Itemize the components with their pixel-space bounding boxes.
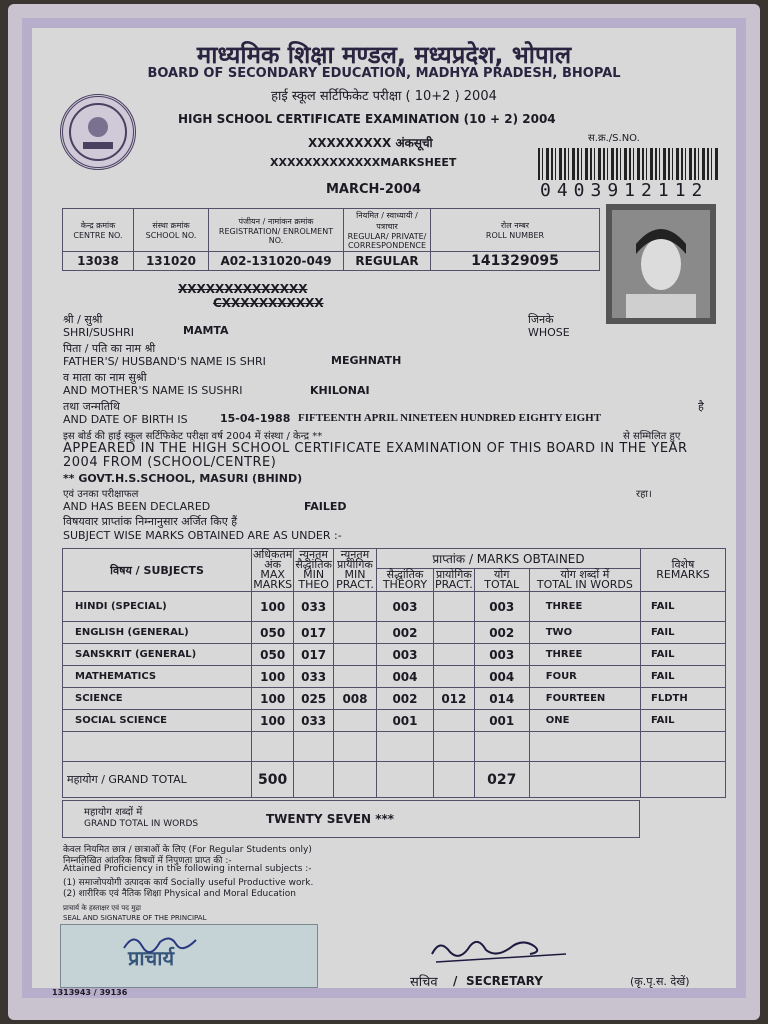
principal-stamp-text: प्राचार्य	[128, 946, 175, 970]
header-en: REGISTRATION/ ENROLMENT NO.	[218, 226, 334, 245]
marks-spacer-cell	[474, 732, 529, 762]
min-theo-header	[294, 549, 334, 592]
marks-row	[63, 688, 726, 710]
min-pract-header-en: MIN PRACT.	[336, 568, 374, 591]
marks-cell-subject: SOCIAL SCIENCE	[63, 710, 252, 732]
dob-hindi-suffix: है	[698, 400, 704, 413]
shri-hindi: श्री / सुश्री	[63, 313, 103, 326]
marks-cell-words: THREE	[529, 644, 640, 666]
marks-cell-words: THREE	[529, 592, 640, 622]
subjects-header: विषय / SUBJECTS	[63, 549, 252, 592]
theory-header-hi: सैद्धांतिक	[386, 568, 424, 581]
note-2: निम्नलिखित आंतरिक विषयों में निपुणता प्राप्त की :-	[63, 856, 232, 866]
marks-spacer-cell	[641, 732, 726, 762]
barcode-icon	[538, 148, 718, 180]
father-name: MEGHNATH	[331, 354, 402, 367]
theory-header-en: THEORY	[382, 578, 428, 591]
subjectwise-english: SUBJECT WISE MARKS OBTAINED ARE AS UNDER :-	[63, 529, 342, 542]
marks-cell-min-theo: 017	[294, 644, 334, 666]
marks-cell-total: 002	[474, 622, 529, 644]
grand-total-label-en: GRAND TOTAL	[108, 773, 187, 786]
marks-row	[63, 622, 726, 644]
min-pract-header-hi: न्यूनतम प्रायोगिक	[337, 548, 373, 571]
marks-cell-subject: SCIENCE	[63, 688, 252, 710]
school-no: 131020	[134, 252, 209, 271]
registration-no: A02-131020-049	[209, 252, 344, 271]
remarks-header	[641, 549, 726, 592]
marks-spacer-cell	[252, 732, 294, 762]
words-header	[529, 569, 640, 592]
print-code: 1313943 / 39136	[52, 988, 128, 997]
mother-english: AND MOTHER'S NAME IS SUSHRI	[63, 384, 243, 397]
min-theo-header-en: MIN THEO	[298, 568, 329, 591]
marks-table	[62, 548, 726, 798]
registration-info-table	[62, 208, 600, 271]
marks-cell-max: 100	[252, 710, 294, 732]
grand-empty-6	[641, 762, 726, 798]
grand-empty-5	[529, 762, 640, 798]
marks-cell-max: 100	[252, 592, 294, 622]
header-registration-no	[209, 209, 344, 252]
secretary-separator: /	[453, 974, 458, 988]
secretary-hindi: सचिव	[410, 975, 438, 990]
max-header-en: MAX MARKS	[253, 568, 293, 591]
header-en: ROLL NUMBER	[485, 231, 545, 240]
grand-total-label: महायोग / GRAND TOTAL	[63, 762, 252, 798]
appeared-hindi-suffix: से सम्मिलित हुए	[623, 431, 681, 442]
marks-cell-min-pract	[333, 644, 376, 666]
grand-words-label-en: GRAND TOTAL IN WORDS	[84, 819, 199, 829]
marks-cell-remark: FAIL	[641, 644, 726, 666]
grand-total-row	[63, 762, 726, 798]
subjects-header-hi: विषय	[110, 563, 132, 577]
english-board-title: BOARD OF SECONDARY EDUCATION, MADHYA PRADESH, BHOPAL	[147, 66, 621, 81]
grand-total-label-hi: महायोग	[67, 773, 98, 786]
marks-spacer-cell	[333, 732, 376, 762]
marks-cell-min-pract	[333, 666, 376, 688]
marks-cell-remark: FLDTH	[641, 688, 726, 710]
marks-cell-max: 100	[252, 666, 294, 688]
marks-cell-remark: FAIL	[641, 710, 726, 732]
hindi-board-title: माध्यमिक शिक्षा मण्डल, मध्यप्रदेश, भोपाल	[196, 41, 572, 69]
marks-cell-max: 100	[252, 688, 294, 710]
marks-cell-words: ONE	[529, 710, 640, 732]
max-header	[252, 549, 294, 592]
marks-obtained-header: प्राप्तांक / MARKS OBTAINED	[376, 549, 640, 569]
marks-obtained-en: MARKS OBTAINED	[476, 552, 585, 566]
marks-cell-subject: SANSKRIT (GENERAL)	[63, 644, 252, 666]
principal-signature-icon	[120, 930, 200, 960]
marks-cell-theory: 002	[376, 688, 433, 710]
note-1: केवल नियमित छात्र / छात्राओं के लिए (For Regular Students only)	[63, 845, 312, 855]
whose-english: WHOSE	[528, 326, 570, 339]
marks-cell-min-pract: 008	[333, 688, 376, 710]
total-header	[474, 569, 529, 592]
grand-words: TWENTY SEVEN ***	[266, 812, 395, 826]
words-header-en: TOTAL IN WORDS	[536, 578, 633, 591]
grand-empty-4	[433, 762, 474, 798]
hindi-exam-title: हाई स्कूल सर्टिफिकेट परीक्षा ( 10+2 ) 2004	[271, 89, 497, 104]
declared-english: AND HAS BEEN DECLARED	[63, 500, 211, 513]
student-photo	[606, 204, 716, 324]
mother-name: KHILONAI	[310, 384, 370, 397]
declared-hindi-suffix: रहा।	[636, 489, 652, 500]
marks-cell-remark: FAIL	[641, 592, 726, 622]
hindi-marksheet-label: XXXXXXXXX अंकसूची	[308, 136, 433, 150]
header-hi: रोल नम्बर	[500, 221, 530, 230]
info-header-row	[63, 209, 600, 252]
declared-hindi: एवं उनका परीक्षाफल	[63, 489, 139, 500]
header-hi: नियमित / स्वाध्यायी / पत्राचार	[356, 211, 418, 231]
marks-spacer-cell	[294, 732, 334, 762]
min-pract-header	[333, 549, 376, 592]
pract-header-en: PRACT.	[434, 578, 473, 591]
grand-empty-1	[294, 762, 334, 798]
marks-cell-min-pract	[333, 710, 376, 732]
date-of-birth: 15-04-1988	[220, 412, 291, 425]
subjectwise-hindi: विषयवार प्राप्तांक निम्नानुसार अर्जित किए हैं	[63, 515, 238, 528]
session: MARCH-2004	[326, 182, 422, 197]
marks-cell-total: 014	[474, 688, 529, 710]
pract-header-hi: प्रायोगिक	[435, 568, 472, 581]
marks-cell-theory: 003	[376, 644, 433, 666]
header-hi: केन्द्र क्रमांक	[80, 221, 116, 230]
marks-cell-pract: 012	[433, 688, 474, 710]
roll-number: 141329095	[431, 252, 600, 271]
marks-header-row-1	[63, 549, 726, 569]
marks-cell-pract	[433, 644, 474, 666]
note-5: (2) शारीरिक एवं नैतिक शिक्षा Physical and Moral Education	[63, 889, 296, 899]
marks-obtained-hi: प्राप्तांक	[432, 552, 466, 566]
overleaf-note: (कृ.पृ.स. देखें)	[630, 975, 690, 988]
whose-hindi: जिनके	[528, 313, 554, 326]
grand-total: 027	[474, 762, 529, 798]
candidate-type: REGULAR	[344, 252, 431, 271]
info-value-row	[63, 252, 600, 271]
total-header-en: TOTAL	[484, 578, 520, 591]
marks-cell-words: TWO	[529, 622, 640, 644]
board-seal-icon	[60, 94, 136, 170]
marks-cell-theory: 003	[376, 592, 433, 622]
marks-spacer-cell	[376, 732, 433, 762]
marks-spacer-cell	[433, 732, 474, 762]
grand-max-marks: 500	[252, 762, 294, 798]
total-header-hi: योग	[494, 568, 510, 581]
marks-cell-theory: 004	[376, 666, 433, 688]
theory-header	[376, 569, 433, 592]
marks-cell-total: 004	[474, 666, 529, 688]
marks-cell-pract	[433, 710, 474, 732]
marks-cell-theory: 001	[376, 710, 433, 732]
marks-cell-subject: MATHEMATICS	[63, 666, 252, 688]
remarks-header-en: REMARKS	[656, 568, 710, 581]
marks-body	[63, 592, 726, 762]
header-hi: संस्था क्रमांक	[152, 221, 190, 230]
remarks-header-hi: विशेष	[671, 558, 695, 571]
marks-cell-max: 050	[252, 622, 294, 644]
marks-spacer-row	[63, 732, 726, 762]
marks-cell-total: 003	[474, 592, 529, 622]
subjects-header-en: SUBJECTS	[143, 563, 204, 577]
principal-label-hi: प्राचार्य के हस्ताक्षर एवं पद मुद्रा	[63, 904, 141, 912]
marks-cell-remark: FAIL	[641, 622, 726, 644]
marks-cell-total: 001	[474, 710, 529, 732]
marks-cell-total: 003	[474, 644, 529, 666]
english-exam-title: HIGH SCHOOL CERTIFICATE EXAMINATION (10 + 2) 2004	[178, 112, 556, 126]
shri-english: SHRI/SUSHRI	[63, 326, 135, 339]
dob-hindi: तथा जन्मतिथि	[63, 400, 120, 413]
serial-number: 0403912112	[540, 180, 709, 201]
marks-cell-words: FOURTEEN	[529, 688, 640, 710]
marks-cell-subject: HINDI (SPECIAL)	[63, 592, 252, 622]
note-4: (1) समाजोपयोगी उत्पादक कार्य Socially useful Productive work.	[63, 878, 314, 888]
max-header-hi: अधिकतम अंक	[253, 548, 293, 571]
header-roll-number	[431, 209, 600, 252]
centre-no: 13038	[63, 252, 134, 271]
struck-line-1: XXXXXXXXXXXXXX	[178, 282, 308, 296]
marks-cell-min-pract	[333, 622, 376, 644]
min-theo-header-hi: न्यूनतम सैद्धांतिक	[295, 548, 332, 571]
secretary-english: SECRETARY	[466, 974, 543, 988]
header-centre-no	[63, 209, 134, 252]
marks-row	[63, 666, 726, 688]
father-english: FATHER'S/ HUSBAND'S NAME IS SHRI	[63, 355, 266, 368]
english-marksheet-label: XXXXXXXXXXXXXMARKSHEET	[270, 156, 457, 169]
date-of-birth-words: FIFTEENTH APRIL NINETEEN HUNDRED EIGHTY EIGHT	[298, 412, 602, 424]
marks-row	[63, 592, 726, 622]
marks-cell-pract	[433, 666, 474, 688]
marks-row	[63, 644, 726, 666]
header-hi: पंजीयन / नामांकन क्रमांक	[238, 216, 314, 226]
grand-empty-3	[376, 762, 433, 798]
grand-words-label-hi: महायोग शब्दों में	[84, 807, 143, 818]
marks-cell-max: 050	[252, 644, 294, 666]
marks-cell-min-theo: 017	[294, 622, 334, 644]
marks-spacer-cell	[529, 732, 640, 762]
mother-hindi: व माता का नाम सुश्री	[63, 371, 147, 384]
marks-cell-pract	[433, 592, 474, 622]
header-en: REGULAR/ PRIVATE/ CORRESPONDENCE	[347, 232, 427, 250]
marks-cell-theory: 002	[376, 622, 433, 644]
principal-label-en: SEAL AND SIGNATURE OF THE PRINCIPAL	[63, 914, 207, 922]
marks-cell-min-theo: 025	[294, 688, 334, 710]
father-hindi: पिता / पति का नाम श्री	[63, 342, 156, 355]
marks-cell-min-theo: 033	[294, 666, 334, 688]
marks-cell-pract	[433, 622, 474, 644]
school-name: ** GOVT.H.S.SCHOOL, MASURI (BHIND)	[63, 472, 303, 485]
marks-row	[63, 710, 726, 732]
marks-cell-min-theo: 033	[294, 710, 334, 732]
appeared-hindi: इस बोर्ड की हाई स्कूल सर्टिफिकेट परीक्षा वर्ष 2004 में संस्था / केन्द्र **	[63, 431, 323, 442]
marks-cell-words: FOUR	[529, 666, 640, 688]
header-school-no	[134, 209, 209, 252]
header-regular-private	[344, 209, 431, 252]
appeared-english: APPEARED IN THE HIGH SCHOOL CERTIFICATE EXAMINATION OF THIS BOARD IN THE YEAR 2004 FROM (SCHOOL/CENTRE)	[63, 441, 688, 470]
secretary-signature-icon	[426, 928, 576, 972]
marks-cell-remark: FAIL	[641, 666, 726, 688]
result: FAILED	[304, 500, 347, 513]
student-name: MAMTA	[183, 324, 229, 337]
marksheet-page	[8, 4, 760, 1020]
note-3: Attained Proficiency in the following internal subjects :-	[63, 864, 312, 874]
words-header-hi: योग शब्दों में	[560, 568, 610, 581]
marks-spacer-cell	[63, 732, 252, 762]
marks-cell-min-pract	[333, 592, 376, 622]
serial-label: स.क्र./S.NO.	[588, 133, 640, 144]
marks-cell-min-theo: 033	[294, 592, 334, 622]
dob-english: AND DATE OF BIRTH IS	[63, 413, 188, 426]
struck-line-2: CXXXXXXXXXXX	[213, 296, 324, 310]
grand-empty-2	[333, 762, 376, 798]
header-en: SCHOOL NO.	[145, 231, 197, 240]
header-en: CENTRE NO.	[73, 231, 123, 240]
pract-header	[433, 569, 474, 592]
marks-cell-subject: ENGLISH (GENERAL)	[63, 622, 252, 644]
